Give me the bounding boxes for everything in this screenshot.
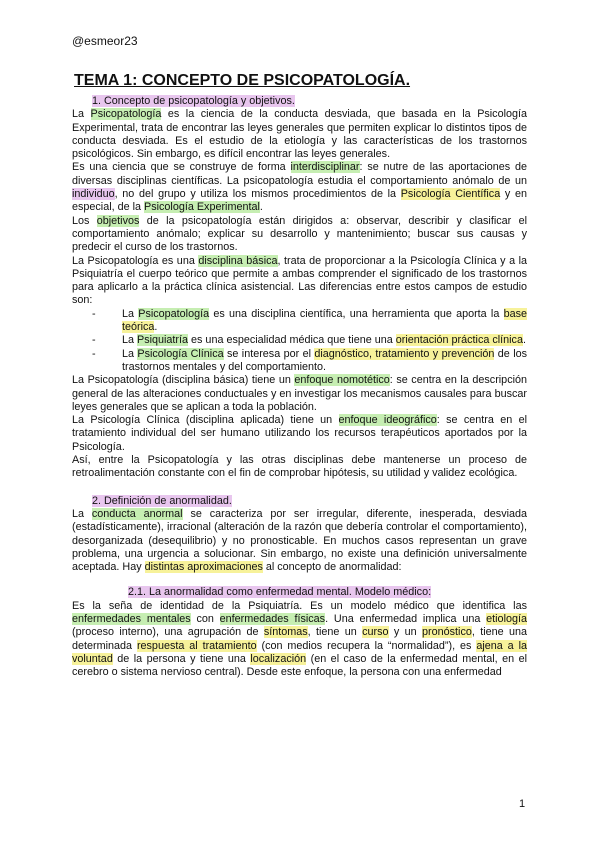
document-body bbox=[72, 72, 527, 679]
list-item: - La Psicopatología es una disciplina científica, una herramienta que aporta la base teórica. bbox=[92, 307, 527, 334]
section-heading-2: 2. Definición de anormalidad. bbox=[92, 494, 232, 507]
section-heading-1: 1. Concepto de psicopatología y objetivos. bbox=[92, 95, 295, 107]
paragraph: Así, entre la Psicopatología y las otras disciplinas debe mantenerse un proceso de retroalimentación constante con el fin de comprobar hipótesis, su utilidad y validez ecológica. bbox=[72, 454, 527, 480]
paragraph: La Psicopatología es una disciplina básica, trata de proporcionar a la Psicología Clínica y a la Psiquiatría el cuerpo teórico que permite a ambas comprender el significado de los trastornos para aplicarlo a la práctica clínica asistencial. Las diferencias entre estos campos de estudio son: bbox=[72, 254, 528, 307]
paragraph: Es una ciencia que se construye de forma interdisciplinar: se nutre de las aportaciones de diversas disciplinas científicas. La psicopatología estudia el comportamiento anómalo de un individuo, no del grupo y utiliza los mismos procedimientos de la Psicología Científica y en especial, de la Psicología Experimental. bbox=[72, 161, 527, 214]
paragraph: La Psicopatología (disciplina básica) tiene un enfoque nomotético: se centra en la descripción general de las alteraciones conductuales y en investigar los mecanismos causales para buscar leyes generales que se aplican a toda la población. bbox=[72, 374, 527, 413]
list-item: - La Psicología Clínica se interesa por el diagnóstico, tratamiento y prevención de los trastornos mentales y del comportamiento. bbox=[92, 347, 527, 373]
author-handle: @esmeor23 bbox=[72, 34, 138, 48]
page-number: 1 bbox=[519, 798, 526, 810]
paragraph: La conducta anormal se caracteriza por ser irregular, diferente, inesperada, desviada (estadísticamente), irracional (alteración de la razón que debería controlar el comportamiento), desorganizada (desequilibrio) y no pronosticable. En muchos casos representan un grave problema, una urgencia a solucionar. Sin embargo, no existe una definición universalmente aceptada. Hay distintas aproximaciones al concepto de anormalidad: bbox=[72, 507, 528, 574]
page-title: TEMA 1: CONCEPTO DE PSICOPATOLOGÍA. bbox=[74, 72, 411, 89]
paragraph: La Psicología Clínica (disciplina aplicada) tiene un enfoque ideográfico: se centra en el tratamiento individual del ser humano utilizando los recursos terapéuticos aportados por la Psicología. bbox=[72, 414, 527, 453]
list-item: - La Psiquiatría es una especialidad médica que tiene una orientación práctica clínica. bbox=[92, 334, 526, 347]
paragraph: La Psicopatología es la ciencia de la conducta desviada, que basada en la Psicología Experimental, trata de encontrar las leyes generales que permiten explicar lo distintos tipos de conducta desviada. Es el estudio de la etiología y las características de los trastornos psicológicos. Sin embargo, es difícil encontrar las leyes generales. bbox=[72, 108, 528, 161]
subsection-heading: 2.1. La anormalidad como enfermedad mental. Modelo médico: bbox=[128, 586, 432, 599]
paragraph: Los objetivos de la psicopatología están dirigidos a: observar, describir y clasificar el comportamiento anómalo; explicar su desarrollo y mantenimiento; buscar sus causas y predecir el curso de los trastornos. bbox=[72, 214, 527, 254]
paragraph: Es la seña de identidad de la Psiquiatría. Es un modelo médico que identifica las enfermedades mentales con enfermedades físicas. Una enfermedad implica una etiología (proceso interno), una agrupación de síntomas, tiene un curso y un pronóstico, tiene una determinada respuesta al tratamiento (con medios recupera la “normalidad”), es ajena a la voluntad de la persona y tiene una localización (en el caso de la enfermedad mental, en el cerebro o sistema nervioso central). Desde este enfoque, la persona con una enfermedad bbox=[72, 599, 528, 679]
